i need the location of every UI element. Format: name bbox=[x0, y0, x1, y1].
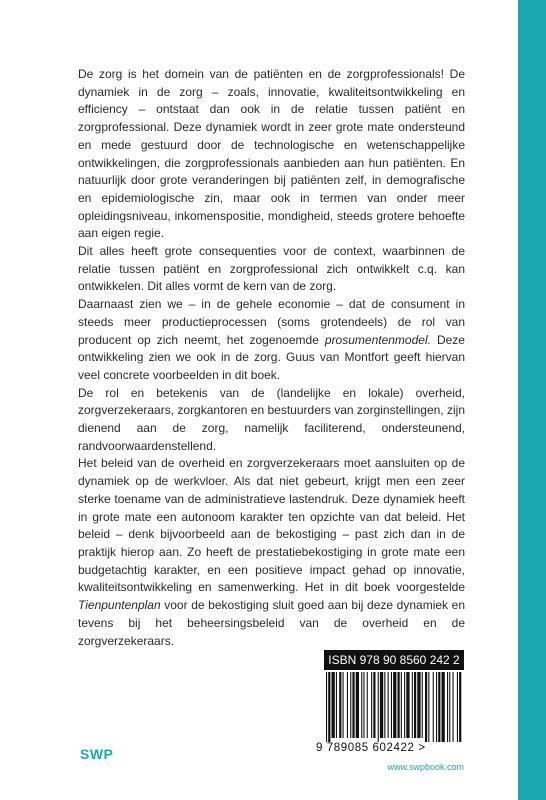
publisher-website: www.swpbook.com bbox=[387, 762, 464, 772]
paragraph-5-italic: Tienpuntenplan bbox=[78, 598, 161, 613]
paragraph-1: De zorg is het domein van de patiënten en de zorgprofessionals! De dynamiek in de zorg – zoals, innovatie, kwaliteitsontwikkeling en efficiency – ontstaat dan ook in de relatie tussen patiënt en zorgprofessional. Deze dynamiek wordt in zeer grote mate ondersteund en mede gestuurd door de technologische en wetenschappelijke ontwikkelingen, die zorgprofessionals aanbieden aan hun patiënten. En natuurlijk door grote veranderingen bij patiënten zelf, in demografische en epidemiologische zin, maar ook in termen van onder meer opleidingsniveau, inkomenspositie, mondigheid, steeds grotere behoefte aan eigen regie. bbox=[78, 67, 465, 241]
paragraph-3-italic: prosumentenmodel. bbox=[324, 332, 431, 347]
paragraph-3-text-end: Deze ontwikkeling zien we ook in de zorg. Guus van Montfort geeft hiervan veel concrete voorbeelden in dit boek. bbox=[78, 332, 465, 382]
publisher-logo: SWP bbox=[80, 746, 114, 762]
paragraph-5-text-end: voor de bekostiging sluit goed aan bij deze dynamiek en tevens bij het beheersingsbeleid van de overheid en de zorgverzekeraars. bbox=[78, 598, 465, 648]
barcode-digits: 9 789085 602422 > bbox=[316, 742, 426, 754]
paragraph-4: De rol en betekenis van de (landelijke en lokale) overheid, zorgverzekeraars, zorgkantoren en bestuurders van zorginstellingen, zijn dienend aan de zorg, namelijk faciliterend, ondersteunend, randvoorwaardenstellend. bbox=[78, 385, 465, 453]
paragraph-3 bbox=[78, 296, 465, 385]
barcode bbox=[324, 672, 464, 742]
isbn-label: ISBN 978 90 8560 242 2 bbox=[324, 650, 464, 670]
back-cover-text bbox=[78, 66, 465, 650]
paragraph-5 bbox=[78, 455, 465, 650]
side-color-stripe bbox=[518, 0, 546, 800]
paragraph-5-text: Het beleid van de overheid en zorgverzekeraars moet aansluiten op de dynamiek op de werkvloer. Als dat niet gebeurt, krijgt men een zeer sterke toename van de administratieve lastendruk. Deze dynamiek heeft in grote mate een autonoom karakter ten opzichte van dat beleid. Het beleid – denk bijvoorbeeld aan de bekostiging – past zich dan in de praktijk hierop aan. Zo heeft de prestatiebekostiging in grote mate een budgetachtig karakter, en een positieve impact gehad op innovatie, kwaliteitsontwikkeling en samenwerking. Het in dit boek voorgestelde bbox=[78, 456, 465, 595]
paragraph-3-text: Daarnaast zien we – in de gehele economie – dat de consument in steeds meer productieprocessen (soms grotendeels) de rol van producent op zich neemt, het zogenoemde bbox=[78, 297, 465, 347]
paragraph-2: Dit alles heeft grote consequenties voor de context, waarbinnen de relatie tussen patiënt en zorgprofessional zich ontwikkelt c.q. kan ontwikkelen. Dit alles vormt de kern van de zorg. bbox=[78, 244, 465, 294]
